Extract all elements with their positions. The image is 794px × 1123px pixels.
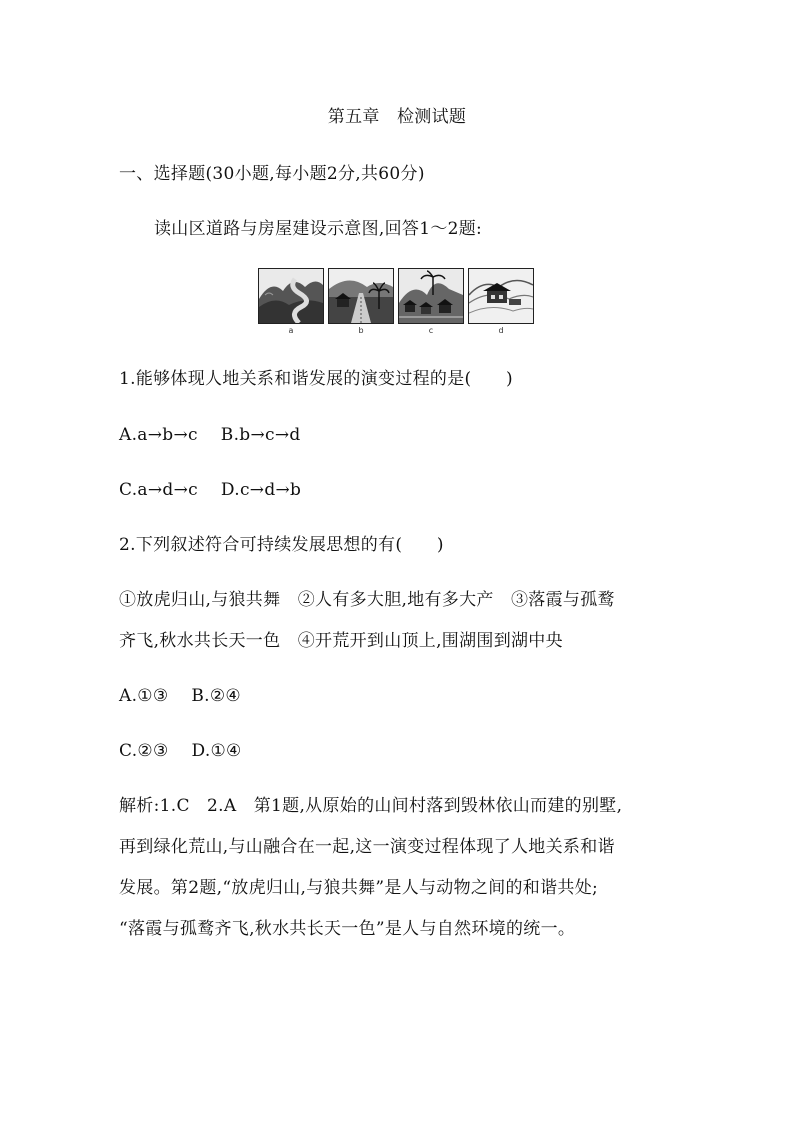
figure-caption-c: c: [428, 326, 434, 335]
question-2-statements-line1: ①放虎归山,与狼共舞 ②人有多大胆,地有多大产 ③落霞与孤鹜: [119, 590, 615, 610]
figure-panel-d: [468, 268, 534, 324]
question-2-statements-line2: 齐飞,秋水共长天一色 ④开荒开到山顶上,围湖围到湖中央: [119, 631, 563, 651]
figure-panel-c: [398, 268, 464, 324]
question-2-stem: 2.下列叙述符合可持续发展思想的有( ): [119, 535, 444, 555]
figure-panel-b: [328, 268, 394, 324]
figure-caption-b: b: [358, 326, 364, 335]
page-title: 第五章 检测试题: [327, 107, 467, 127]
section-heading: 一、选择题(30小题,每小题2分,共60分): [119, 164, 425, 184]
analysis-line-4: “落霞与孤鹜齐飞,秋水共长天一色”是人与自然环境的统一。: [119, 919, 576, 939]
question-1-options-ab: A.a→b→c B.b→c→d: [119, 425, 301, 445]
analysis-line-1: 解析:1.C 2.A 第1题,从原始的山间村落到毁林依山而建的别墅,: [119, 796, 623, 816]
question-1-stem: 1.能够体现人地关系和谐发展的演变过程的是( ): [119, 369, 513, 389]
question-1-options-cd: C.a→d→c D.c→d→b: [119, 480, 302, 500]
figure-caption-d: d: [498, 326, 504, 335]
question-2-options-cd: C.②③ D.①④: [119, 741, 242, 761]
figure-intro: 读山区道路与房屋建设示意图,回答1～2题:: [154, 219, 483, 239]
mountain-road-housing-figure: [258, 268, 536, 338]
figure-caption-a: a: [288, 326, 294, 335]
figure-panel-a: [258, 268, 324, 324]
analysis-line-3: 发展。第2题,“放虎归山,与狼共舞”是人与动物之间的和谐共处;: [119, 878, 599, 898]
question-2-options-ab: A.①③ B.②④: [119, 686, 241, 706]
analysis-line-2: 再到绿化荒山,与山融合在一起,这一演变过程体现了人地关系和谐: [119, 837, 615, 857]
